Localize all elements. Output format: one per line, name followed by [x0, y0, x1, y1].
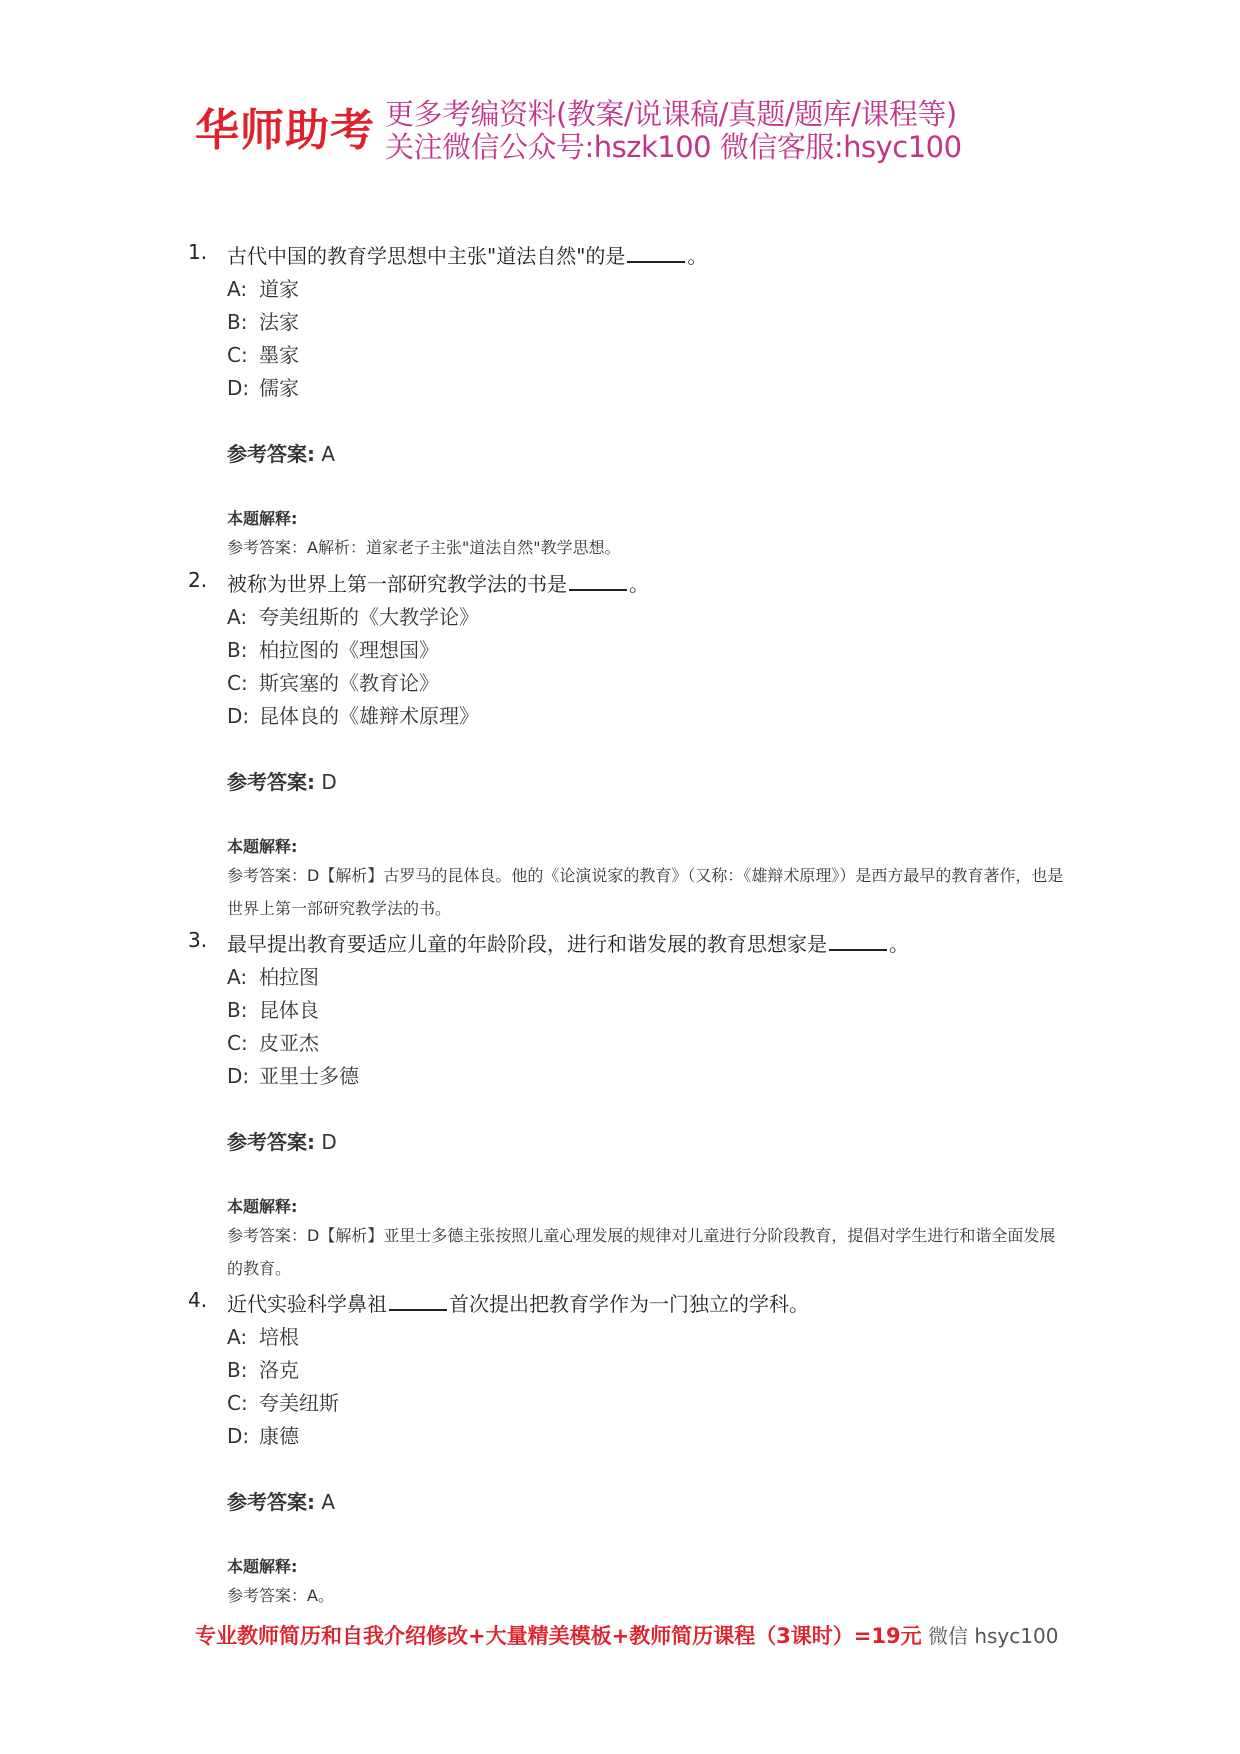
question-number: 1. — [188, 240, 208, 264]
promo-footer — [195, 1620, 1058, 1650]
option-letter: B: — [227, 310, 248, 334]
option-b — [227, 306, 299, 335]
explanation-title: 本题解释: — [227, 1557, 298, 1576]
contact-text: 微信 hsyc100 — [921, 1624, 1059, 1648]
option-text: 昆体良 — [259, 998, 319, 1022]
stem-text: 最早提出教育要适应儿童的年龄阶段，进行和谐发展的教育思想家是 — [227, 932, 827, 956]
option-text: 儒家 — [259, 376, 299, 400]
option-letter: D: — [227, 704, 250, 728]
option-text: 皮亚杰 — [259, 1031, 319, 1055]
reference-answer — [227, 1486, 335, 1515]
option-text: 墨家 — [259, 343, 299, 367]
answer-label: 参考答案: — [227, 1130, 315, 1154]
option-letter: D: — [227, 1424, 250, 1448]
explanation-title: 本题解释: — [227, 1197, 298, 1216]
explanation-title: 本题解释: — [227, 837, 298, 856]
option-letter: A: — [227, 965, 248, 989]
option-a — [227, 961, 319, 990]
option-c — [227, 339, 299, 368]
brand-logo: 华师助考 — [195, 105, 375, 156]
option-text: 斯宾塞的《教育论》 — [259, 671, 439, 695]
option-letter: D: — [227, 376, 250, 400]
option-text: 柏拉图的《理想国》 — [259, 638, 439, 662]
stem-text: 被称为世界上第一部研究教学法的书是 — [227, 572, 567, 596]
stem-text: 古代中国的教育学思想中主张"道法自然"的是 — [227, 244, 626, 268]
answer-label: 参考答案: — [227, 770, 315, 794]
header-line-2: 关注微信公众号:hszk100 微信客服:hsyc100 — [385, 130, 962, 164]
option-letter: B: — [227, 638, 248, 662]
stem-text-end: 。 — [889, 932, 909, 956]
explanation-text: 参考答案：A解析：道家老子主张"道法自然"教学思想。 — [227, 538, 621, 557]
option-letter: C: — [227, 1391, 248, 1415]
option-text: 康德 — [259, 1424, 299, 1448]
option-d — [227, 700, 479, 729]
stem-text-end: 。 — [687, 244, 708, 268]
option-letter: D: — [227, 1064, 250, 1088]
question-stem — [227, 1288, 809, 1317]
answer-blank — [829, 933, 887, 951]
option-text: 柏拉图 — [259, 965, 319, 989]
answer-value: D — [321, 770, 337, 794]
stem-text: 近代实验科学鼻祖 — [227, 1292, 387, 1316]
answer-blank — [569, 573, 627, 591]
option-c — [227, 667, 439, 696]
option-text: 夸美纽斯 — [259, 1391, 339, 1415]
option-letter: C: — [227, 343, 248, 367]
answer-label: 参考答案: — [227, 442, 315, 466]
explanation-title: 本题解释: — [227, 509, 298, 528]
option-c — [227, 1387, 339, 1416]
answer-value: D — [321, 1130, 337, 1154]
question-number: 3. — [188, 928, 208, 952]
answer-value: A — [321, 442, 336, 466]
option-a — [227, 273, 299, 302]
answer-label: 参考答案: — [227, 1490, 315, 1514]
option-letter: C: — [227, 671, 248, 695]
reference-answer — [227, 438, 335, 467]
option-text: 夸美纽斯的《大教学论》 — [259, 605, 479, 629]
option-letter: C: — [227, 1031, 248, 1055]
option-letter: A: — [227, 277, 248, 301]
header-text — [385, 98, 962, 164]
answer-blank — [389, 1293, 447, 1311]
question-number: 4. — [188, 1288, 208, 1312]
promo-text: 专业教师简历和自我介绍修改+大量精美模板+教师简历课程（3课时）=19元 — [195, 1624, 922, 1648]
option-a — [227, 1321, 299, 1350]
option-c — [227, 1027, 319, 1056]
reference-answer — [227, 766, 337, 795]
question-stem — [227, 928, 909, 957]
header-line-1: 更多考编资料(教案/说课稿/真题/题库/课程等) — [385, 97, 957, 131]
option-letter: A: — [227, 1325, 248, 1349]
question-stem — [227, 568, 649, 597]
option-b — [227, 994, 319, 1023]
option-a — [227, 601, 479, 630]
reference-answer — [227, 1126, 337, 1155]
question-number: 2. — [188, 568, 208, 592]
watermark-header — [195, 96, 962, 166]
option-text: 昆体良的《雄辩术原理》 — [259, 704, 479, 728]
explanation-text: 参考答案：D【解析】古罗马的昆体良。他的《论演说家的教育》（又称：《雄辩术原理》）是西方最早的教育著作，也是世界上第一部研究教学法的书。 — [227, 866, 1064, 918]
explanation-text: 参考答案：D【解析】亚里士多德主张按照儿童心理发展的规律对儿童进行分阶段教育，提倡对学生进行和谐全面发展的教育。 — [227, 1226, 1056, 1278]
answer-blank — [627, 245, 685, 263]
stem-text-end: 。 — [629, 572, 649, 596]
option-d — [227, 372, 299, 401]
option-b — [227, 634, 439, 663]
question-stem — [227, 240, 707, 269]
option-text: 培根 — [259, 1325, 299, 1349]
option-text: 亚里士多德 — [259, 1064, 359, 1088]
option-text: 法家 — [259, 310, 299, 334]
option-letter: A: — [227, 605, 248, 629]
explanation-text: 参考答案：A。 — [227, 1586, 334, 1605]
option-text: 道家 — [259, 277, 299, 301]
option-letter: B: — [227, 998, 248, 1022]
option-d — [227, 1420, 299, 1449]
stem-text-end: 首次提出把教育学作为一门独立的学科。 — [449, 1292, 809, 1316]
answer-value: A — [321, 1490, 336, 1514]
option-letter: B: — [227, 1358, 248, 1382]
option-text: 洛克 — [259, 1358, 299, 1382]
option-b — [227, 1354, 299, 1383]
option-d — [227, 1060, 359, 1089]
